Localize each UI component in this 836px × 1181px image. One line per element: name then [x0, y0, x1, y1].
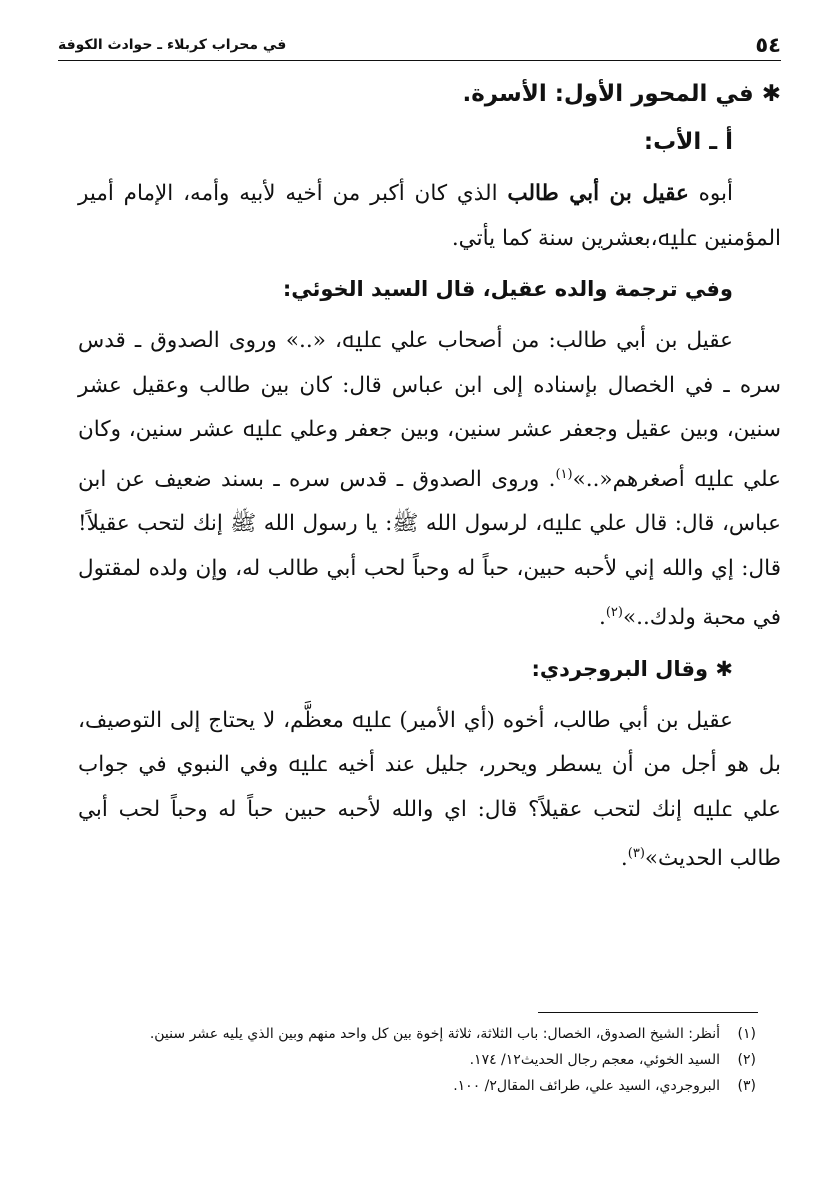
footnote-ref-1[interactable]: (١)	[555, 466, 573, 482]
footnote-ref-3[interactable]: (٣)	[627, 846, 645, 862]
borujerdi-heading: ✱ وقال البروجردي:	[531, 656, 733, 681]
footnote-text: السيد الخوئي، معجم رجال الحديث١٢/ ١٧٤.	[469, 1052, 720, 1068]
khoei-text-2: . وروى الصدوق ـ قدس سره ـ بسند ضعيف عن ابن عباس، قال: قال علي ﷷ، لرسول الله ﷺ: يا رسول الله ﷺ إنك لتحب عقيلاً! قال: إي والله إني لأحبه حبين، حباً له وحباً لحب أبي طالب له، وإن ولده لمقتول في محبة ولدك..»	[78, 466, 781, 631]
footnote-item	[78, 1073, 756, 1099]
footnote-ref-2[interactable]: (٢)	[605, 605, 623, 621]
footnote-divider	[538, 1012, 758, 1013]
khoei-text: عقيل بن أبي طالب: من أصحاب علي ﷷ، «..» وروى الصدوق ـ قدس سره ـ في الخصال بإسناده إلى ابن عباس قال: كان بين طالب وعقيل عشر سنين، وبين عقيل وجعفر عشر سنين، وبين جعفر وعلي ﷷ عشر سنين، وكان علي ﷷ أصغرهم«..»	[78, 328, 782, 492]
page-number: ٥٤	[755, 33, 781, 57]
khoei-heading: وفي ترجمة والده عقيل، قال السيد الخوئي:	[282, 277, 733, 301]
page-body	[78, 70, 781, 886]
borujerdi-end: .	[620, 846, 628, 872]
footnote-text: أنظر: الشيخ الصدوق، الخصال: باب الثلاثة، ثلاثة إخوة بين كل واحد منهم وبين الذي يليه عشر سنين.	[149, 1026, 720, 1042]
footnote-number: (٢)	[737, 1052, 756, 1068]
borujerdi-text: عقيل بن أبي طالب، أخوه (أي الأمير) ﷷ معظَّم، لا يحتاج إلى التوصيف، بل هو أجل من أن يسطر ويحرر، جليل عند أخيه ﷷ وفي النبوي في جواب علي ﷷ إنك لتحب عقيلاً؟ قال: اي والله لأحبه حبين حباً له وحباً لحب أبي طالب الحديث»	[78, 707, 781, 872]
paragraph-father	[78, 172, 781, 261]
subheading-father: أ ـ الأب:	[643, 129, 733, 155]
footnote-item	[78, 1021, 756, 1047]
p1-bold-name: عقيل بن أبي طالب	[507, 181, 689, 206]
p1-lead: أبوه	[688, 181, 733, 206]
page-header	[58, 30, 781, 61]
footnotes	[78, 1021, 756, 1099]
p1-rest: الذي كان أكبر من أخيه لأبيه وأمه، الإمام أمير المؤمنين ﷷ،بعشرين سنة كما يأتي.	[78, 181, 781, 251]
paragraph-borujerdi	[78, 699, 781, 882]
footnote-number: (١)	[737, 1026, 756, 1042]
running-title: في محراب كربلاء ـ حوادث الكوفة	[58, 37, 287, 53]
khoei-end: .	[598, 605, 606, 631]
footnote-text: البروجردي، السيد علي، طرائف المقال٢/ ١٠٠.	[453, 1078, 720, 1094]
section-heading: ✱ في المحور الأول: الأسرة.	[462, 81, 781, 107]
paragraph-khoei	[78, 319, 781, 641]
footnote-item	[78, 1047, 756, 1073]
footnote-number: (٣)	[737, 1078, 756, 1094]
